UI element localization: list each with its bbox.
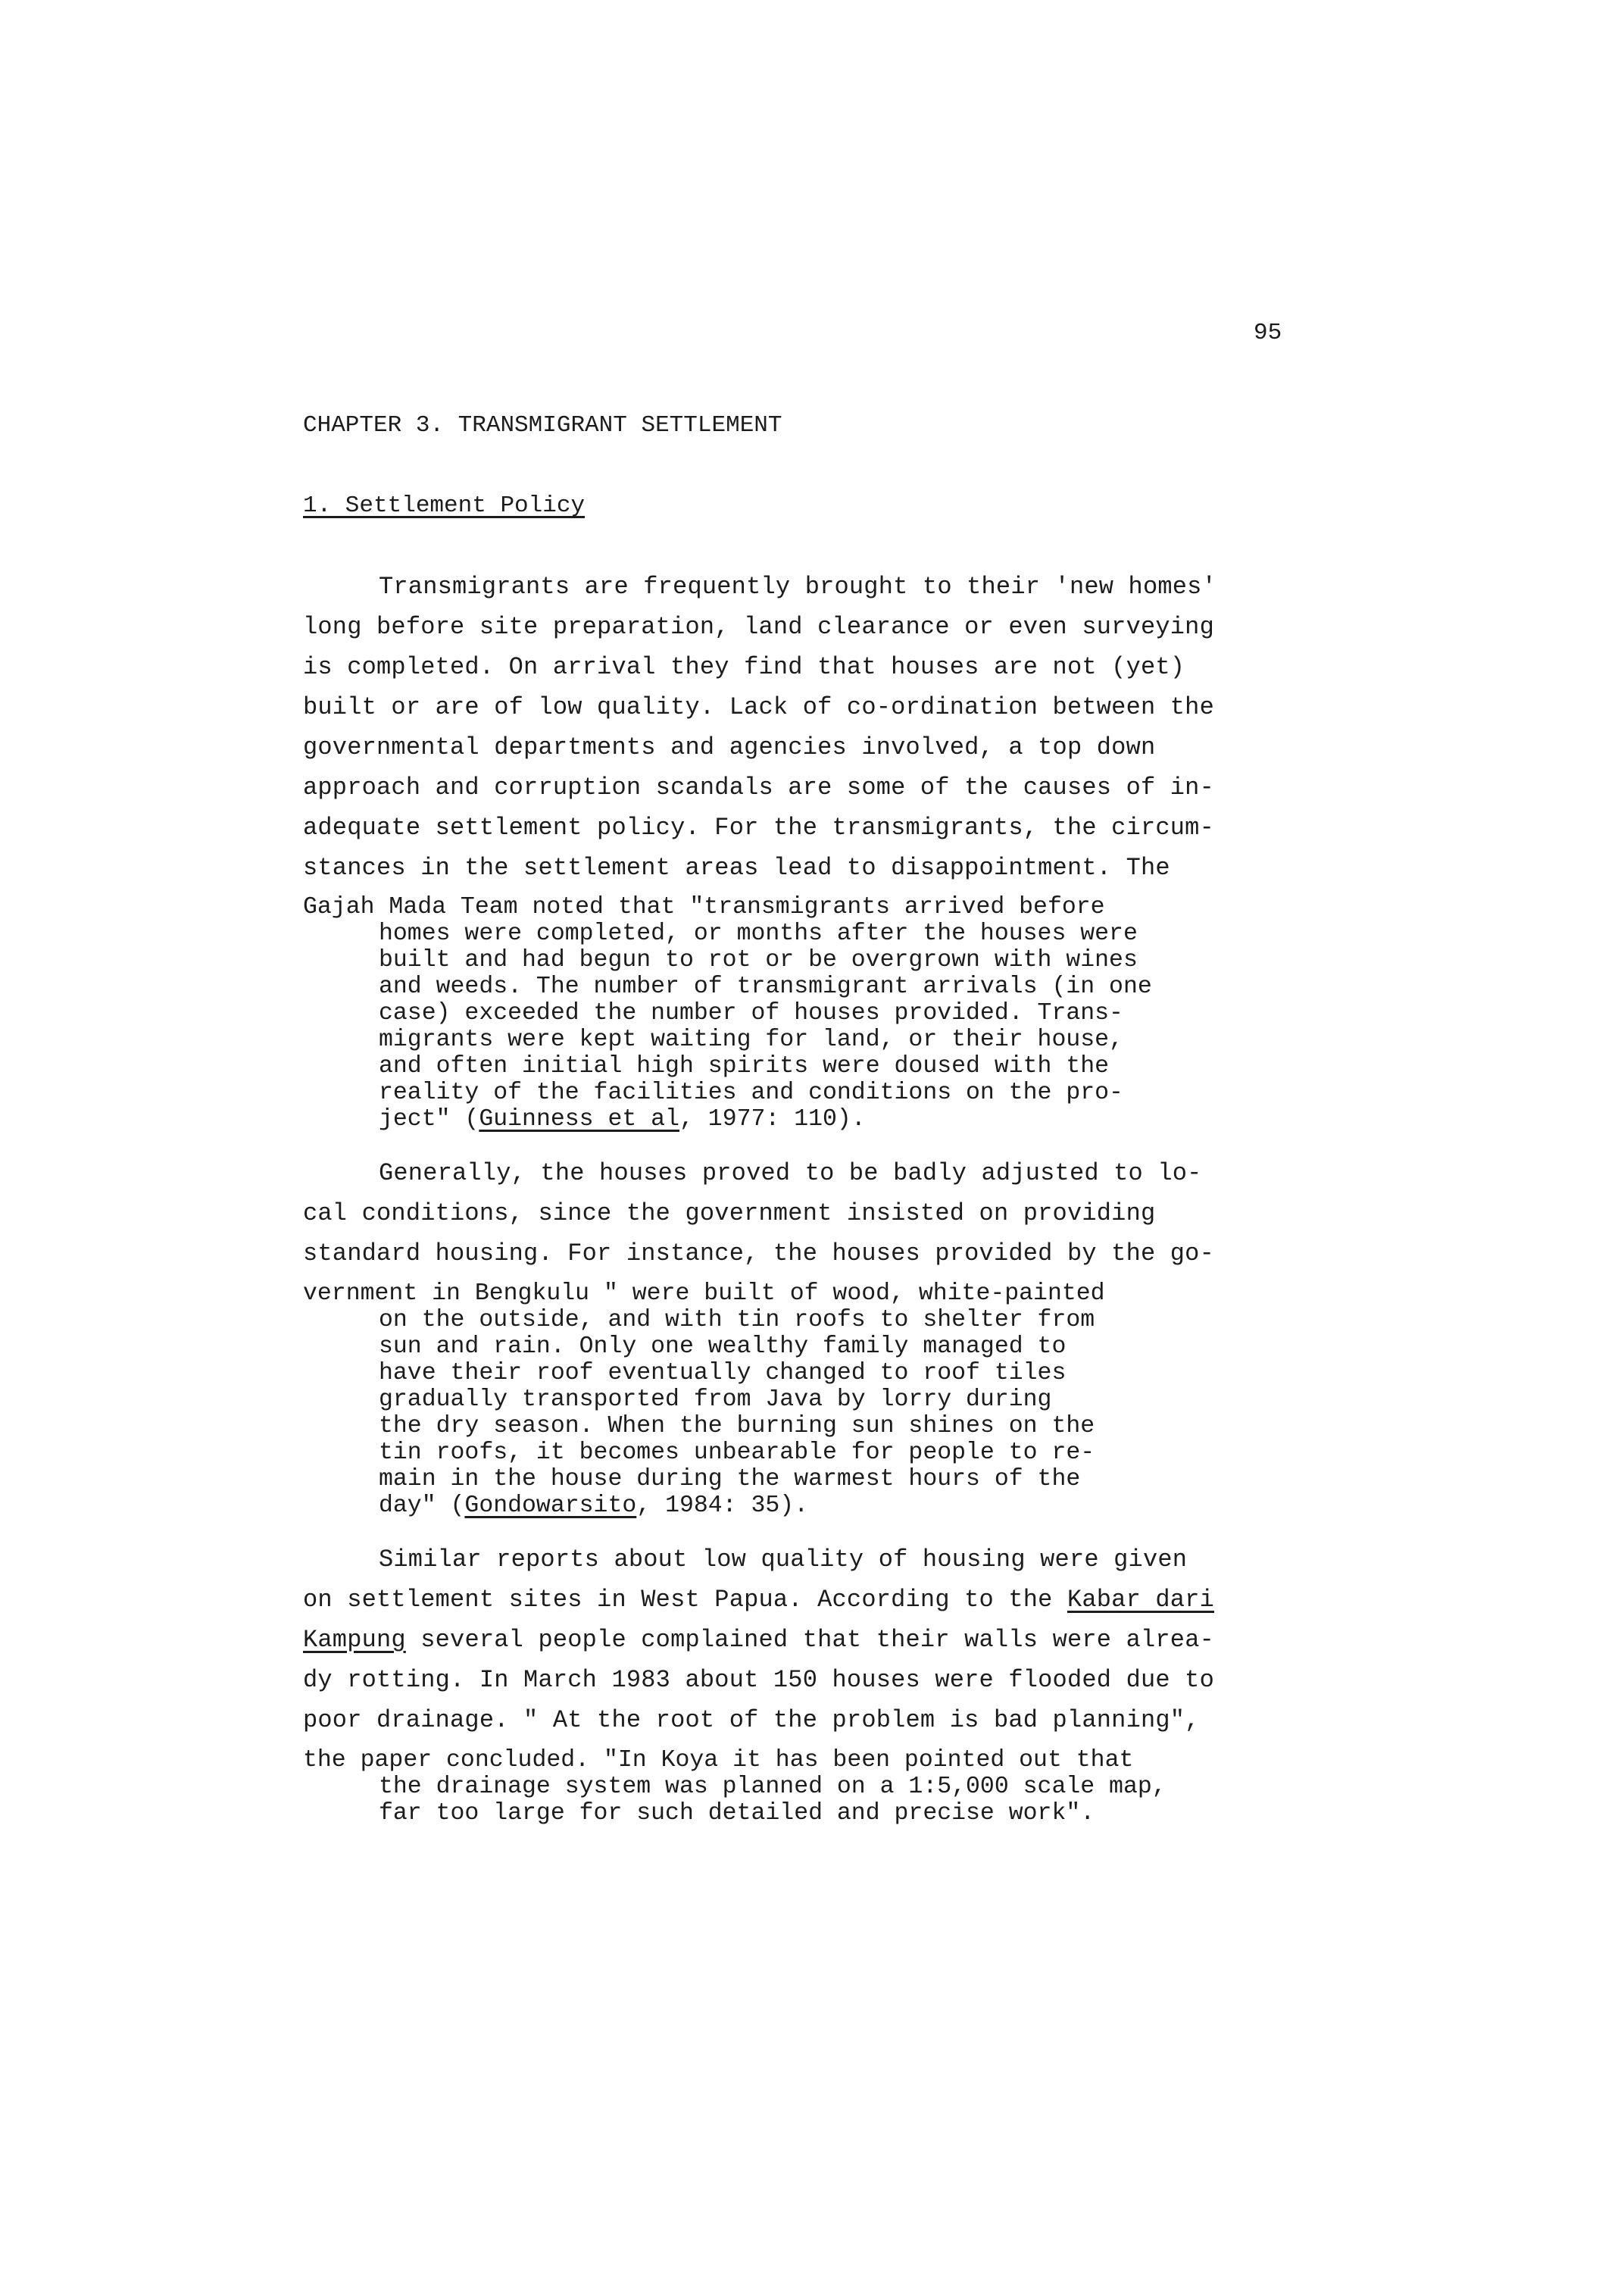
quote-line: main in the house during the warmest hours of the <box>379 1466 1081 1492</box>
quote-line: gradually transported from Java by lorry during <box>379 1386 1052 1413</box>
quote-line-prefix: day" ( <box>379 1492 465 1519</box>
quote-line: and weeds. The number of transmigrant arrivals (in one <box>379 974 1152 1000</box>
quote-line: sun and rain. Only one wealthy family managed to <box>379 1333 1067 1360</box>
paragraph-line: poor drainage. " At the root of the problem is bad planning", <box>303 1706 1200 1734</box>
quote-line: migrants were kept waiting for land, or their house, <box>379 1027 1123 1053</box>
paragraph-line <box>303 1586 1214 1614</box>
quote-line: and often initial high spirits were doused with the <box>379 1053 1110 1080</box>
quote-line: built and had begun to rot or be overgrown with wines <box>379 947 1138 974</box>
quote-line: tin roofs, it becomes unbearable for people to re- <box>379 1439 1095 1466</box>
page-number: 95 <box>1254 320 1282 346</box>
paragraph-line: adequate settlement policy. For the transmigrants, the circum- <box>303 814 1214 842</box>
paragraph-line <box>303 1626 1214 1654</box>
citation-author: Guinness et al <box>479 1106 679 1133</box>
quote-line: vernment in Bengkulu " were built of wood, white-painted <box>303 1280 1105 1307</box>
paragraph-line: Transmigrants are frequently brought to their 'new homes' <box>379 573 1216 601</box>
section-heading: 1. Settlement Policy <box>303 492 586 519</box>
quote-line-prefix: ject" ( <box>379 1106 479 1133</box>
paragraph-line: is completed. On arrival they find that houses are not (yet) <box>303 653 1185 681</box>
line-text: on settlement sites in West Papua. According to the <box>303 1586 1067 1614</box>
quote-line: reality of the facilities and conditions on the pro- <box>379 1080 1123 1106</box>
chapter-title: CHAPTER 3. TRANSMIGRANT SETTLEMENT <box>303 412 782 439</box>
citation-rest: , 1984: 35). <box>636 1492 809 1519</box>
quote-line: homes were completed, or months after the houses were <box>379 920 1138 947</box>
citation-author: Gondowarsito <box>464 1492 637 1519</box>
paragraph-line: Generally, the houses proved to be badly adjusted to lo- <box>379 1159 1202 1187</box>
quote-line <box>379 1106 866 1133</box>
paragraph-line: standard housing. For instance, the houses provided by the go- <box>303 1239 1214 1267</box>
quote-line: Gajah Mada Team noted that "transmigrants arrived before <box>303 894 1105 920</box>
paragraph-line: long before site preparation, land clearance or even surveying <box>303 613 1214 641</box>
source-title: Kampung <box>303 1626 406 1654</box>
quote-line: case) exceeded the number of houses provided. Trans- <box>379 1000 1123 1027</box>
quote-line: far too large for such detailed and precise work". <box>379 1800 1095 1827</box>
paragraph-line: approach and corruption scandals are some of the causes of in- <box>303 774 1214 802</box>
line-text: several people complained that their walls were alrea- <box>405 1626 1214 1654</box>
paragraph-line: Similar reports about low quality of housing were given <box>379 1546 1188 1574</box>
paragraph-line: governmental departments and agencies involved, a top down <box>303 733 1156 761</box>
paragraph-line: dy rotting. In March 1983 about 150 houses were flooded due to <box>303 1666 1214 1694</box>
paragraph-line: cal conditions, since the government insisted on providing <box>303 1199 1156 1227</box>
paragraph-line: stances in the settlement areas lead to disappointment. The <box>303 854 1170 882</box>
quote-line: the drainage system was planned on a 1:5,000 scale map, <box>379 1774 1166 1800</box>
quote-line: the paper concluded. "In Koya it has been pointed out that <box>303 1747 1134 1774</box>
quote-line <box>379 1492 808 1519</box>
quote-line: on the outside, and with tin roofs to shelter from <box>379 1307 1095 1333</box>
citation-rest: , 1977: 110). <box>679 1106 866 1133</box>
paragraph-line: built or are of low quality. Lack of co-ordination between the <box>303 693 1214 721</box>
source-title: Kabar dari <box>1067 1586 1214 1614</box>
quote-line: the dry season. When the burning sun shines on the <box>379 1413 1095 1439</box>
quote-line: have their roof eventually changed to roof tiles <box>379 1360 1067 1386</box>
